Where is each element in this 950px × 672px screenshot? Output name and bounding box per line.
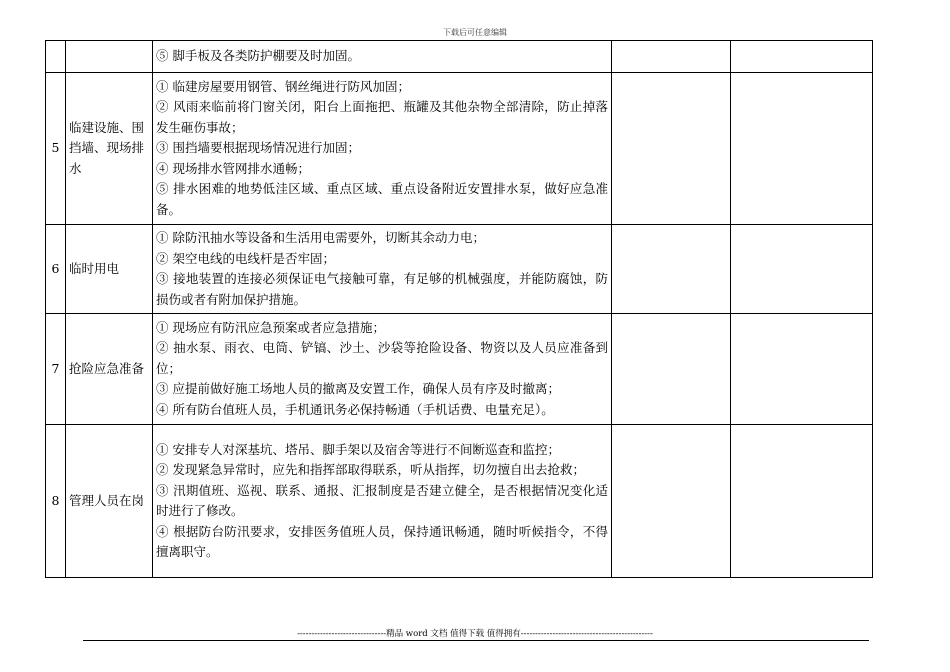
content-line: ⑤ 排水困难的地势低洼区域、重点区域、重点设备附近安置排水泵，做好应急准备。	[156, 181, 608, 217]
check-cell	[612, 425, 731, 578]
content-line: ③ 接地装置的连接必须保证电气接触可靠，有足够的机械强度，并能防腐蚀，防损伤或者有附加保护措施。	[156, 271, 608, 307]
table-row	[46, 73, 873, 225]
content-line: ③ 围挡墙要根据现场情况进行加固；	[156, 140, 360, 156]
row-content	[153, 225, 612, 314]
check-cell	[612, 41, 731, 73]
footer-divider	[83, 640, 869, 641]
row-item: 临时用电	[66, 225, 153, 314]
content-line: ① 安排专人对深基坑、塔吊、脚手架以及宿舍等进行不间断巡查和监控；	[156, 441, 560, 457]
content-line: ③ 汛期值班、巡视、联系、通报、汇报制度是否建立健全，是否根据情况变化适时进行了修改。	[156, 482, 608, 518]
footer-text: -------------------------------精品 word 文档 值得下载 值得拥有----------------------------------------------	[297, 629, 653, 639]
row-number: 5	[46, 73, 66, 225]
row-number: 7	[46, 314, 66, 425]
check-cell	[612, 73, 731, 225]
content-line: ④ 现场排水管网排水通畅；	[156, 160, 310, 176]
content-line: ④ 所有防台值班人员，手机通讯务必保持畅通（手机话费、电量充足）。	[156, 401, 554, 417]
header-note: 下载后可任意编辑	[443, 28, 507, 37]
row-number	[46, 41, 66, 73]
inspection-table	[45, 40, 873, 578]
content-line: ① 除防汛抽水等设备和生活用电需要外，切断其余动力电；	[156, 230, 485, 245]
row-item: 管理人员在岗	[66, 425, 153, 578]
content-line: ③ 应提前做好施工场地人员的撤离及安置工作，确保人员有序及时撤离；	[156, 381, 560, 397]
table-row	[46, 41, 873, 73]
remark-cell	[731, 41, 873, 73]
content-line: ② 架空电线的电线杆是否牢固；	[156, 250, 335, 266]
remark-cell	[731, 225, 873, 314]
content-line: ② 风雨来临前将门窗关闭，阳台上面拖把、瓶罐及其他杂物全部清除，防止掉落发生砸伤事故；	[156, 99, 608, 135]
check-cell	[612, 225, 731, 314]
content-line: ① 临建房屋要用钢管、钢丝绳进行防风加固；	[156, 78, 410, 94]
row-number: 8	[46, 425, 66, 578]
table-row	[46, 314, 873, 425]
row-content	[153, 73, 612, 225]
row-content	[153, 314, 612, 425]
remark-cell	[731, 425, 873, 578]
table-row	[46, 425, 873, 578]
row-item	[66, 41, 153, 73]
remark-cell	[731, 73, 873, 225]
remark-cell	[731, 314, 873, 425]
row-number: 6	[46, 225, 66, 314]
table-row	[46, 225, 873, 314]
check-cell	[612, 314, 731, 425]
content-line: ② 抽水泵、雨衣、电筒、铲镐、沙土、沙袋等抢险设备、物资以及人员应准备到位；	[156, 340, 608, 376]
content-line: ⑤ 脚手板及各类防护棚要及时加固。	[156, 48, 360, 64]
content-line: ④ 根据防台防汛要求，安排医务值班人员，保持通讯畅通，随时听候指令，不得擅离职守。	[156, 523, 608, 559]
row-content	[153, 425, 612, 578]
row-content	[153, 41, 612, 73]
content-line: ② 发现紧急异常时，应先和指挥部取得联系，听从指挥，切勿擅自出去抢救；	[156, 462, 585, 477]
row-item: 抢险应急准备	[66, 314, 153, 425]
row-item: 临建设施、围挡墙、现场排水	[66, 73, 153, 225]
content-line: ① 现场应有防汛应急预案或者应急措施；	[156, 319, 385, 335]
